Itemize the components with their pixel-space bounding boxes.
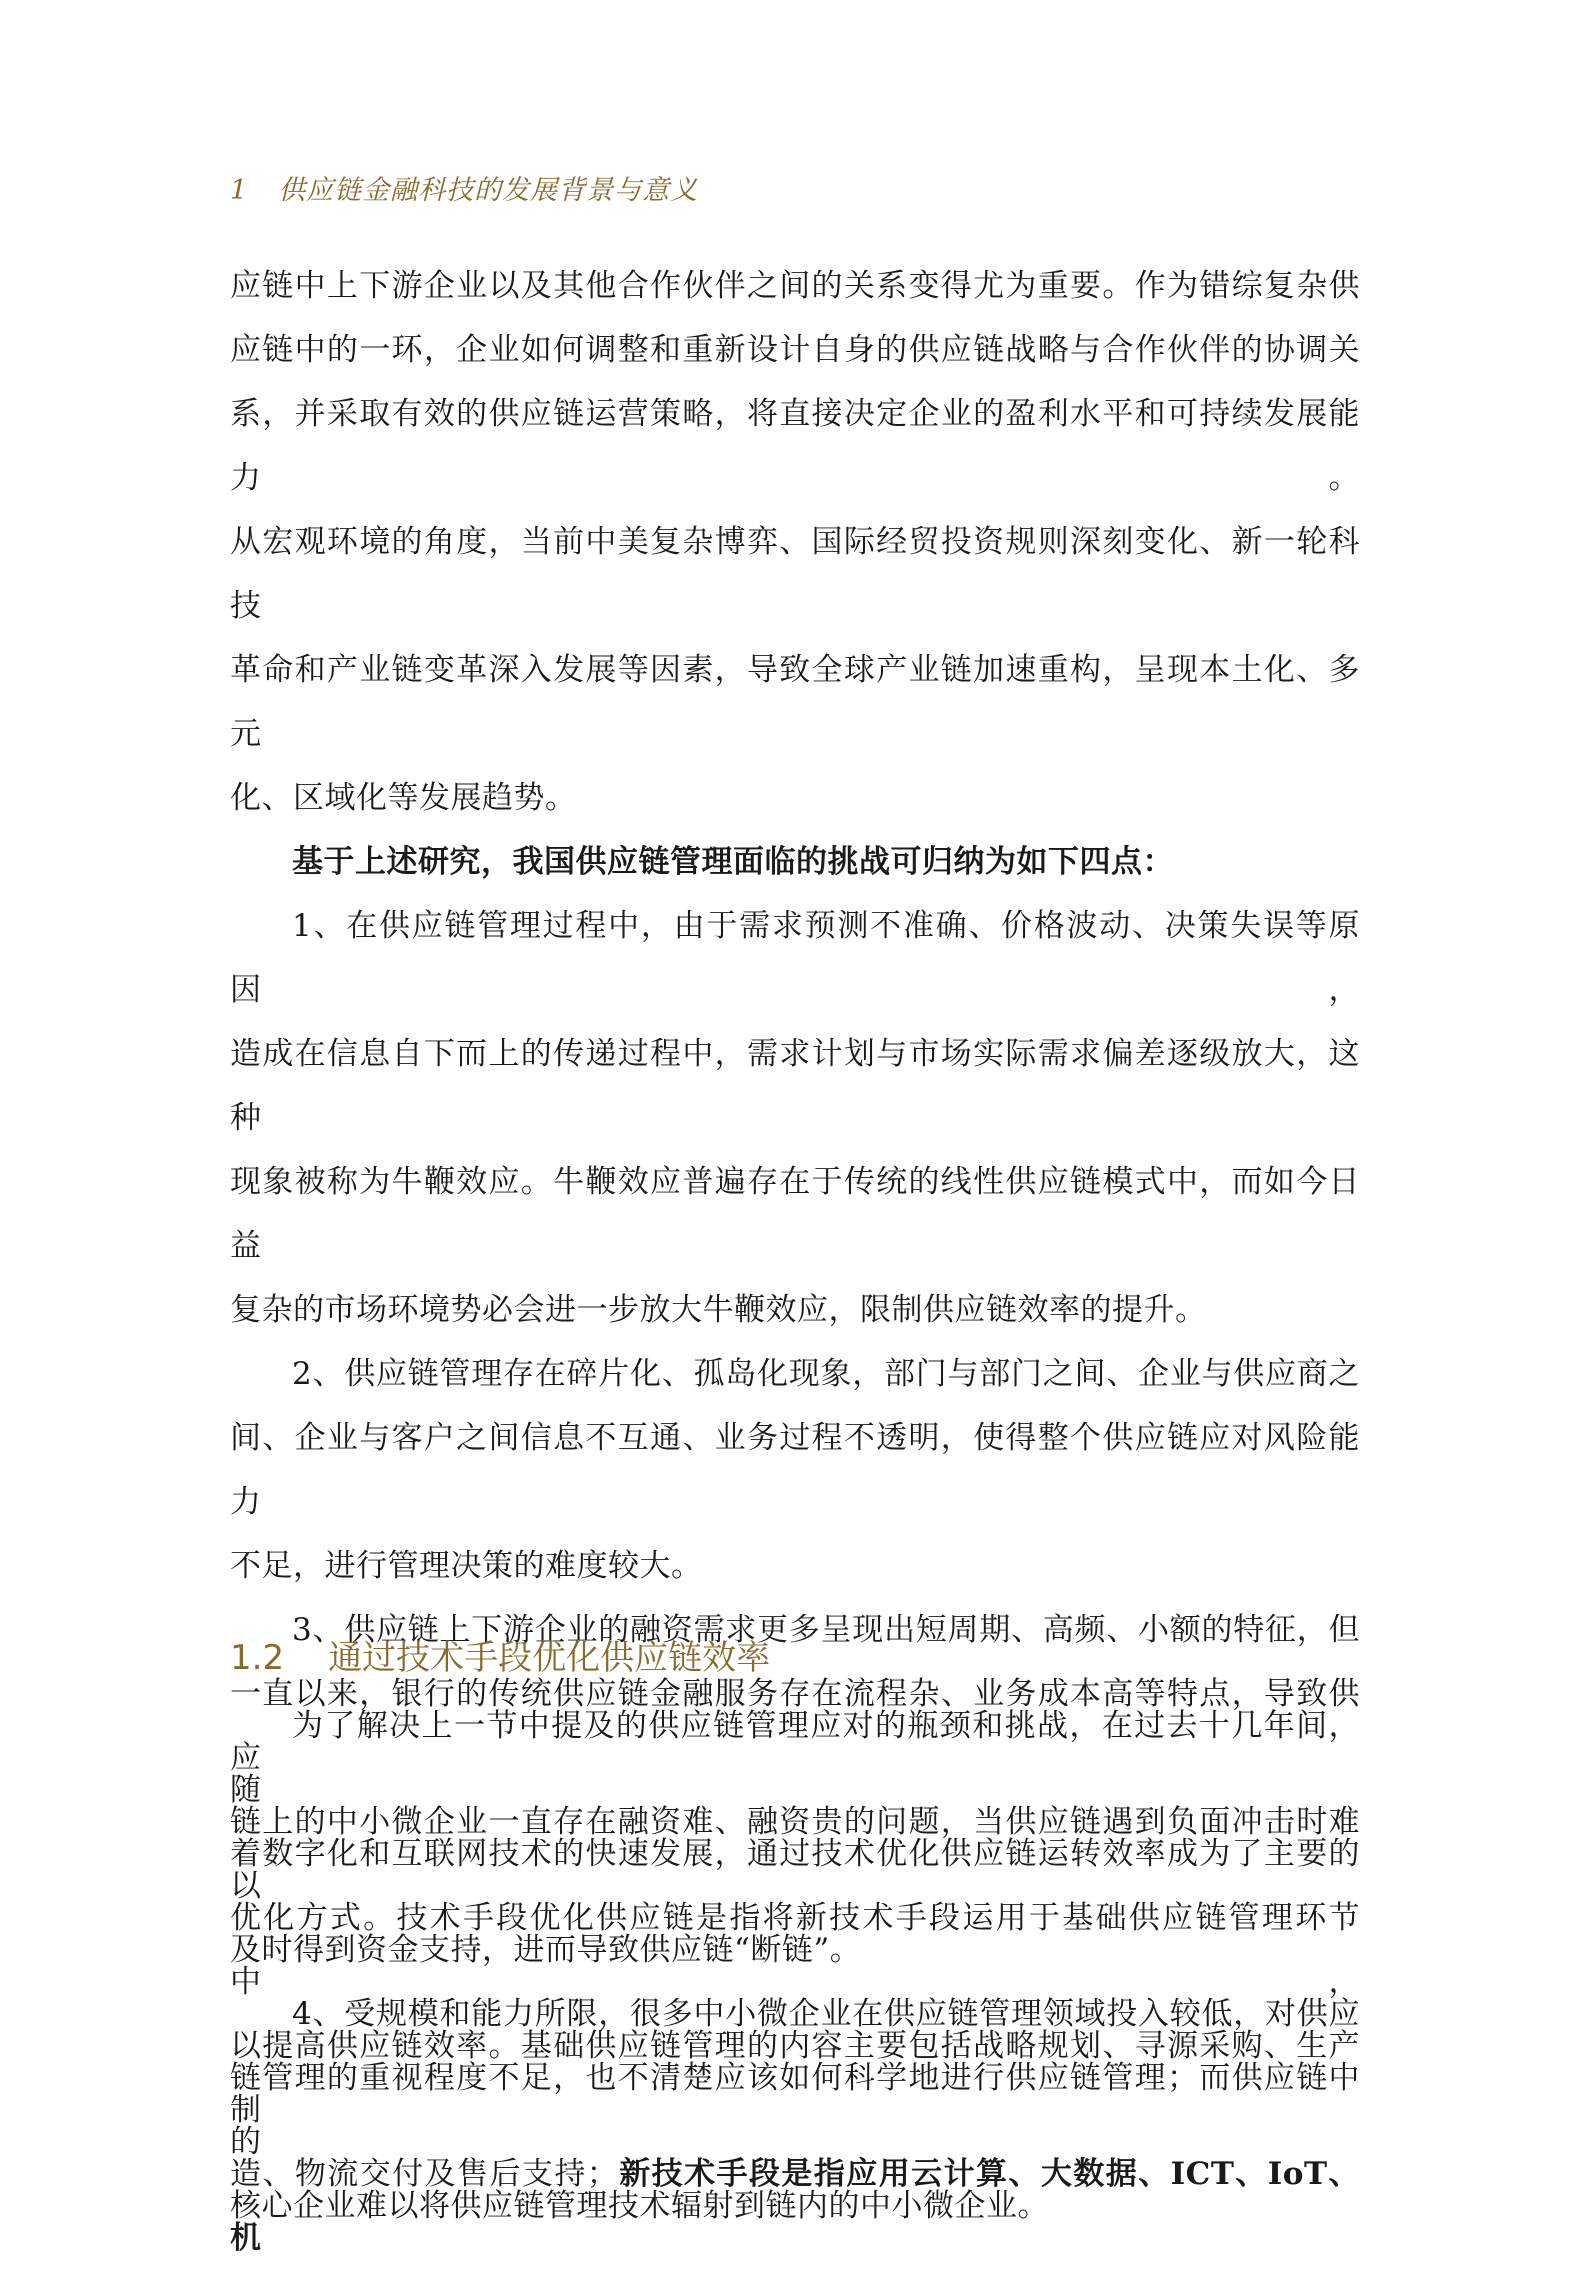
chapter-title: 供应链金融科技的发展背景与意义 [278, 175, 699, 206]
challenge-3-line: 及时得到资金支持，进而导致供应链“断链”。 [230, 1932, 862, 1968]
challenge-1-line: 造成在信息自下而上的传递过程中，需求计划与市场实际需求偏差逐级放大，这种 [230, 1036, 1360, 1136]
text-normal: 造、物流交付及售后支持； [230, 2156, 619, 2192]
text-line: 应链中上下游企业以及其他合作伙伴之间的关系变得尤为重要。作为错综复杂供 [230, 268, 1360, 304]
challenge-1-line: 1、在供应链管理过程中，由于需求预测不准确、价格波动、决策失误等原因， [230, 908, 1360, 1008]
challenges-intro: 基于上述研究，我国供应链管理面临的挑战可归纳为如下四点： [292, 844, 1174, 880]
text-line: 系，并采取有效的供应链运营策略，将直接决定企业的盈利水平和可持续发展能力。 [230, 396, 1360, 496]
challenge-2-line: 间、企业与客户之间信息不互通、业务过程不透明，使得整个供应链应对风险能力 [230, 1420, 1360, 1520]
text-line: 为了解决上一节中提及的供应链管理应对的瓶颈和挑战，在过去十几年间，随 [230, 1708, 1360, 1808]
section-title: 通过技术手段优化供应链效率 [328, 1638, 771, 1678]
challenge-3-line: 链上的中小微企业一直存在融资难、融资贵的问题，当供应链遇到负面冲击时难以 [230, 1804, 1360, 1904]
section-number: 1.2 [230, 1638, 285, 1678]
chapter-number: 1 [230, 175, 249, 206]
challenge-3-line: 3、供应链上下游企业的融资需求更多呈现出短周期、高频、小额的特征，但 [292, 1612, 1360, 1648]
challenge-2-line: 不足，进行管理决策的难度较大。 [230, 1548, 703, 1584]
challenge-4-line: 链管理的重视程度不足，也不清楚应该如何科学地进行供应链管理；而供应链中的 [230, 2060, 1360, 2160]
text-line: 优化方式。技术手段优化供应链是指将新技术手段运用于基础供应链管理环节中， [230, 1900, 1360, 2000]
text-line: 着数字化和互联网技术的快速发展，通过技术优化供应链运转效率成为了主要的 [230, 1836, 1360, 1872]
text-line: 以提高供应链效率。基础供应链管理的内容主要包括战略规划、寻源采购、生产制 [230, 2028, 1360, 2128]
text-line: 革命和产业链变革深入发展等因素，导致全球产业链加速重构，呈现本土化、多元 [230, 652, 1360, 752]
section-heading [230, 1630, 770, 1679]
text-bold: 新技术手段是指应用云计算、大数据、ICT、IoT、机 [230, 2156, 1360, 2256]
text-line: 化、区域化等发展趋势。 [230, 780, 577, 816]
text-line-mixed [230, 2142, 1360, 2270]
challenge-4-line: 4、受规模和能力所限，很多中小微企业在供应链管理领域投入较低，对供应 [292, 1996, 1360, 2032]
text-line: 从宏观环境的角度，当前中美复杂博弈、国际经贸投资规则深刻变化、新一轮科技 [230, 524, 1360, 624]
text-line: 应链中的一环，企业如何调整和重新设计自身的供应链战略与合作伙伴的协调关 [230, 332, 1360, 368]
challenge-1-line: 现象被称为牛鞭效应。牛鞭效应普遍存在于传统的线性供应链模式中，而如今日益 [230, 1164, 1360, 1264]
challenge-3-line: 一直以来，银行的传统供应链金融服务存在流程杂、业务成本高等特点，导致供应 [230, 1676, 1360, 1776]
running-header [230, 168, 698, 207]
challenge-1-line: 复杂的市场环境势必会进一步放大牛鞭效应，限制供应链效率的提升。 [230, 1292, 1207, 1328]
challenge-4-line: 核心企业难以将供应链管理技术辐射到链内的中小微企业。 [230, 2188, 1049, 2224]
challenge-2-line: 2、供应链管理存在碎片化、孤岛化现象，部门与部门之间、企业与供应商之 [292, 1356, 1360, 1392]
paragraph-tech-optimization [230, 1694, 1360, 2270]
